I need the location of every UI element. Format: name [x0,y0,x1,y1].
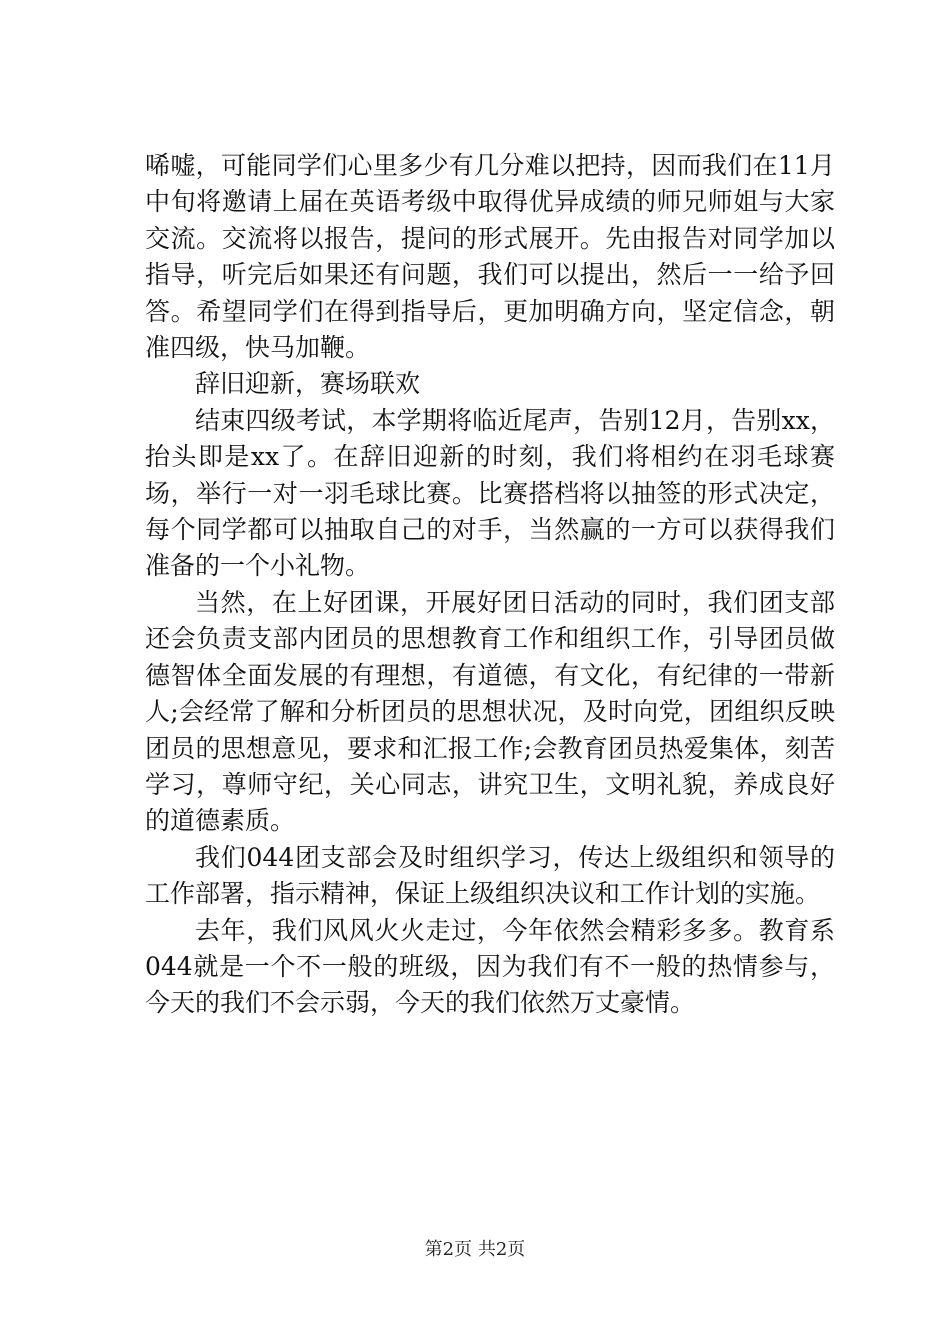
paragraph-5: 去年，我们风风火火走过，今年依然会精彩多多。教育系044就是一个不一般的班级，因为我们有不一般的热情参与，今天的我们不会示弱，今天的我们依然万丈豪情。 [145,915,835,1018]
page-footer: 第2页 共2页 [424,1239,526,1260]
section-heading: 辞旧迎新，赛场联欢 [195,369,421,399]
paragraph-3: 当然，在上好团课，开展好团日活动的同时，我们团支部还会负责支部内团员的思想教育工作和组织工作，引导团员做德智体全面发展的有理想，有道德，有文化，有纪律的一带新人;会经常了解和分析团员的思想状况，及时向党，团组织反映团员的思想意见，要求和汇报工作;会教育团员热爱集体，刻苦学习，尊师守纪，关心同志，讲究卫生，文明礼貌，养成良好的道德素质。 [145,587,835,836]
paragraph-1: 唏嘘，可能同学们心里多少有几分难以把持，因而我们在11月中旬将邀请上届在英语考级中取得优异成绩的师兄师姐与大家交流。交流将以报告，提问的形式展开。先由报告对同学加以指导，听完后如果还有问题，我们可以提出，然后一一给予回答。希望同学们在得到指导后，更加明确方向，坚定信念，朝准四级，快马加鞭。 [145,151,835,363]
document-body [145,148,835,1022]
paragraph-4: 我们044团支部会及时组织学习，传达上级组织和领导的工作部署，指示精神，保证上级组织决议和工作计划的实施。 [145,842,835,909]
paragraph-2: 结束四级考试，本学期将临近尾声，告别12月，告别xx，抬头即是xx了。在辞旧迎新的时刻，我们将相约在羽毛球赛场，举行一对一羽毛球比赛。比赛搭档将以抽签的形式决定，每个同学都可以抽取自己的对手，当然赢的一方可以获得我们准备的一个小礼物。 [145,405,835,581]
